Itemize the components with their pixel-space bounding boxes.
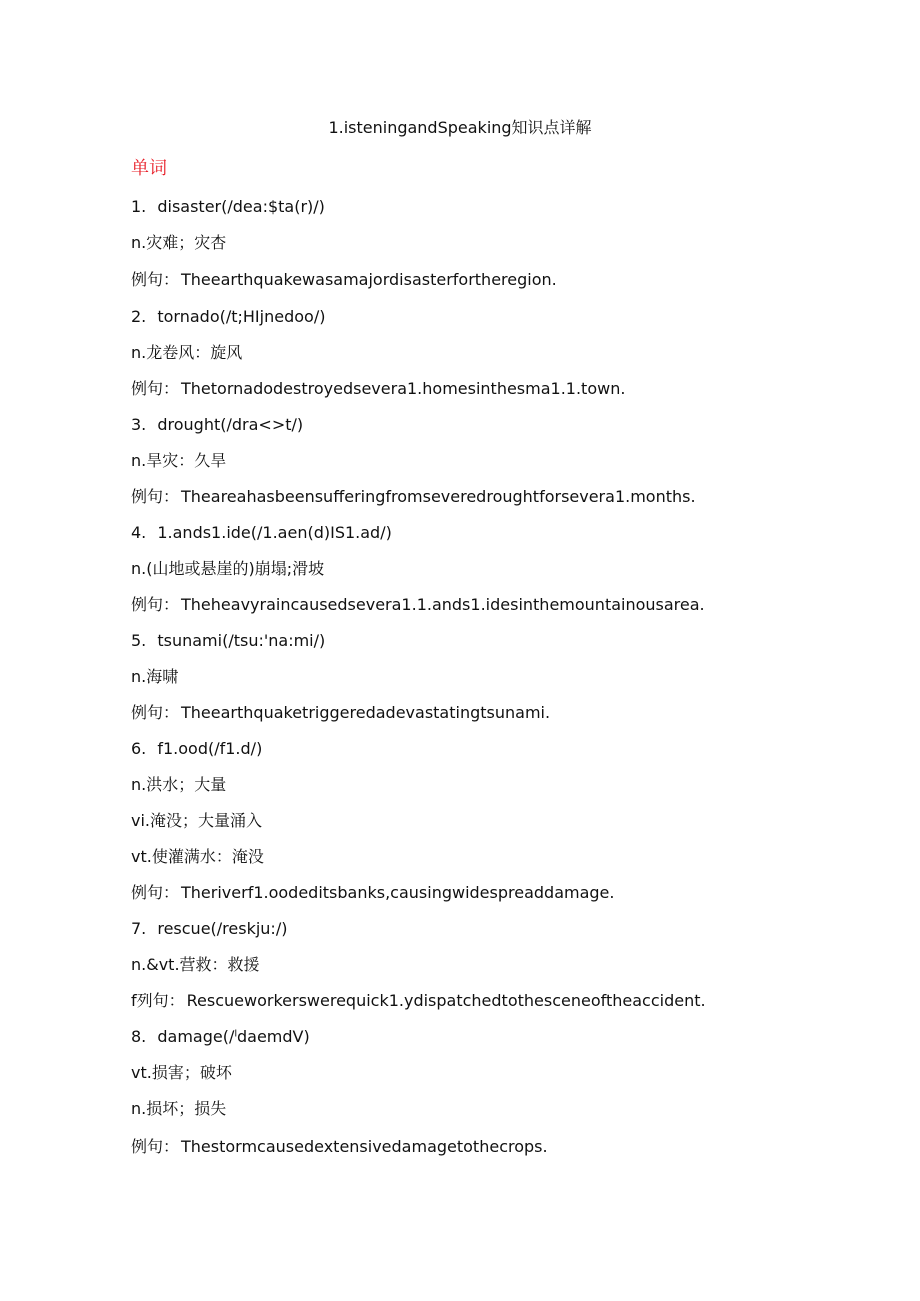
example-sentence: Thestormcausedextensivedamagetothecrops. — [181, 1137, 548, 1156]
meaning-line: n.洪水；大量 — [131, 775, 227, 794]
example-label: 例句： — [131, 1137, 180, 1156]
meaning-line: n.灾难；灾杏 — [131, 233, 227, 252]
word-line: 1. disaster(∕dea:$ta(r)/) — [131, 197, 325, 216]
example-sentence: Rescueworkerswerequick1.ydispatchedtothesceneoftheaccident. — [186, 991, 706, 1010]
meaning-line: n.龙卷风：旋风 — [131, 343, 243, 362]
word-line: 8. damage(∕ˡdaemdV) — [131, 1027, 310, 1046]
meaning-line: vt.使灌满水：淹没 — [131, 847, 264, 866]
meaning-line: vi.淹没；大量涌入 — [131, 811, 263, 830]
example-label: 例句： — [131, 883, 180, 902]
example-line — [131, 883, 614, 903]
word-line: 7. rescue(/reskju:/) — [131, 919, 288, 938]
word-line: 4. 1.ands1.ide(/1.aen(d)IS1.ad∕) — [131, 523, 392, 542]
example-label: 例句： — [131, 703, 180, 722]
example-sentence: Thetornadodestroyedsevera1.homesinthesma1.1.town. — [181, 379, 626, 398]
example-label: 例句： — [131, 270, 180, 289]
meaning-line: n.&vt.营救：救援 — [131, 955, 260, 974]
example-line — [131, 595, 705, 615]
example-sentence: Theareahasbeensufferingfromseveredroughtforsevera1.months. — [181, 487, 696, 506]
meaning-line: vt.损害；破坏 — [131, 1063, 232, 1082]
meaning-line: n.旱灾：久旱 — [131, 451, 227, 470]
example-label: 例句： — [131, 379, 180, 398]
meaning-line: n.损坏；损失 — [131, 1099, 227, 1118]
example-label: f列句： — [131, 991, 185, 1010]
example-line — [131, 991, 706, 1011]
meaning-line: n.(山地或悬崖的)崩塌;滑坡 — [131, 559, 325, 578]
example-line — [131, 1137, 548, 1157]
page-title: 1.isteningandSpeaking知识点详解 — [328, 118, 592, 137]
word-line: 3. drought(∕dra<>t∕) — [131, 415, 304, 434]
word-line: 6. f1.ood(∕f1.d∕) — [131, 739, 263, 758]
section-heading: 单词 — [131, 158, 167, 179]
example-sentence: Theearthquaketriggeredadevastatingtsunami. — [181, 703, 551, 722]
example-sentence: Theriverf1.oodeditsbanks,causingwidespreaddamage. — [181, 883, 615, 902]
example-label: 例句： — [131, 487, 180, 506]
example-sentence: Theheavyraincausedsevera1.1.ands1.idesinthemountainousarea. — [181, 595, 705, 614]
meaning-line: n.海啸 — [131, 667, 179, 686]
example-line — [131, 487, 696, 507]
example-line — [131, 703, 550, 723]
word-line: 5. tsunami(/tsu:'na:mi/) — [131, 631, 326, 650]
example-label: 例句： — [131, 595, 180, 614]
example-line — [131, 379, 625, 399]
example-sentence: Theearthquakewasamajordisasterfortheregion. — [181, 270, 557, 289]
word-line: 2. tornado(∕t;HIjnedoo∕) — [131, 307, 326, 326]
example-line — [131, 270, 557, 290]
